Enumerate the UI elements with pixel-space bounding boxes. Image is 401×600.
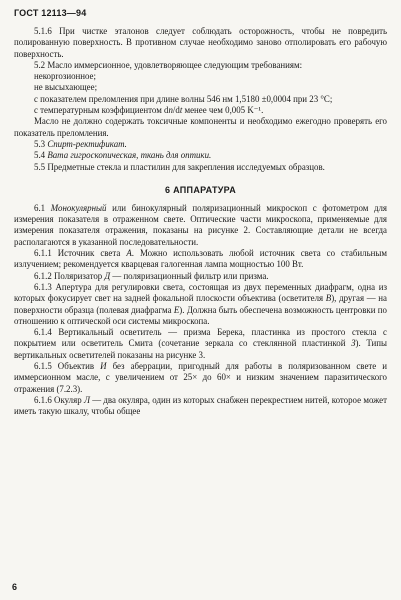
text-run: ). Типы вертикальных осветителей показаны на рисунке 3. [14,338,387,360]
paragraph [14,116,387,139]
paragraph [14,150,387,161]
text-run: 6.1.2 Поляризатор [34,270,105,281]
text-run: — два окуляра, один из которых снабжен перекрестием нитей, которое может иметь такую шкалу, чтобы общее [14,394,388,417]
text-run: Е [173,304,180,315]
text-run: 5.1.6 При чистке эталонов следует соблюдать осторожность, чтобы не повредить полированную поверхность. В противном случае необходимо заново отполировать его рабочую поверхность. [14,26,387,59]
text-run: Спирт-ректификат. [47,138,127,149]
text-run: В [325,293,332,304]
text-run: с показателем преломления при длине волны 546 нм 1,5180 ±0,0004 при 23 °C; [34,93,333,104]
text-run: ), другая — на поверхности образца (полевая диафрагма [14,293,387,315]
text-run: не высыхающее; [34,82,98,93]
paragraph [14,282,387,327]
text-run: некорrозионное; [34,71,96,82]
paragraph [14,271,387,282]
text-run: А [126,248,132,259]
text-run: 6.1.4 Вертикальный осветитель — призма Берека, пластинка из простого стекла с покрытием или осветитель Смита (сочетание зеркала со стеклянной пластинкой [14,327,387,349]
text-run: 6.1.5 Объектив [34,361,101,372]
text-run: t [179,105,183,116]
text-run: И [100,361,107,372]
paragraph [14,82,387,93]
text-run: — поляризационный фильтр или призма. [110,270,269,281]
clauses-6 [14,203,387,418]
clauses-5 [14,26,387,173]
text-run: или бинокулярный поляризационный микроскоп с фотометром для измерения показателя в отраженном свете. Оптические части микроскопа, применяемые для измерения показателя отражения, показаны на рисунке 2. Составляющие детали не всегда располагаются в указанной последовательности. [14,202,388,247]
paragraph [14,26,387,60]
text-run: с температурным коэффициентом d [34,105,169,116]
text-run: 5.4 [34,150,48,161]
paragraph [14,71,387,82]
text-run: . Можно использовать любой источник света со стабильным излучением; рекомендуется кварцевая галогенная лампа мощностью 100 Вт. [14,248,387,270]
paragraph [14,60,387,71]
text-run: менее чем 0,005 K⁻¹. [182,105,264,116]
paragraph [14,203,387,248]
paragraph [14,94,387,105]
text-run: 5.5 Предметные стекла и пластилин для закрепления исследуемых образцов. [34,161,325,172]
text-run: Вата гигроскопическая, ткань для оптики. [47,150,212,161]
text-run: 6.1.3 Апертура для регулировки света, состоящая из двух переменных диафрагм, одна из которых фокусирует свет на задней фокальной плоскости объектива (осветителя [14,281,387,304]
text-run: Л [83,394,90,405]
document-header: ГОСТ 12113—94 [14,8,87,18]
text-run: без аберрации, пригодный для работы в поляризованном свете и иммерсионном масле, с увеличением от 25× до 60× и низким значением паразитического отражения (7.2.3). [14,361,388,394]
text-run: 5.3 [34,138,48,149]
paragraph [14,139,387,150]
text-run: 5.2 Масло иммерсионное, удовлетворяющее следующим требованиям: [34,59,303,70]
paragraph [14,395,387,418]
text-run: З [351,338,356,349]
text-run: Монокулярный [50,202,107,213]
paragraph [14,361,387,395]
text-run: n [168,105,173,116]
section-title: 6 АППАРАТУРА [165,184,236,195]
page-number: 6 [12,582,18,592]
paragraph [14,327,387,361]
paragraph [14,248,387,271]
text-run: 6.1 [34,202,51,213]
text-run: ). Должна быть обеспечена возможность центровки по отношению к оптической оси системы микроскопа. [14,304,387,326]
paragraph [14,162,387,173]
text-run: Масло не должно содержать токсичные компоненты и необходимо ежегодно проверять его показатель преломления. [14,116,387,138]
text-run: /d [172,105,180,116]
text-run: 6.1.6 Окуляр [34,394,84,405]
paragraph [14,105,387,116]
text-run: Д [104,270,111,281]
text-run: 6.1.1 Источник света [34,248,127,259]
